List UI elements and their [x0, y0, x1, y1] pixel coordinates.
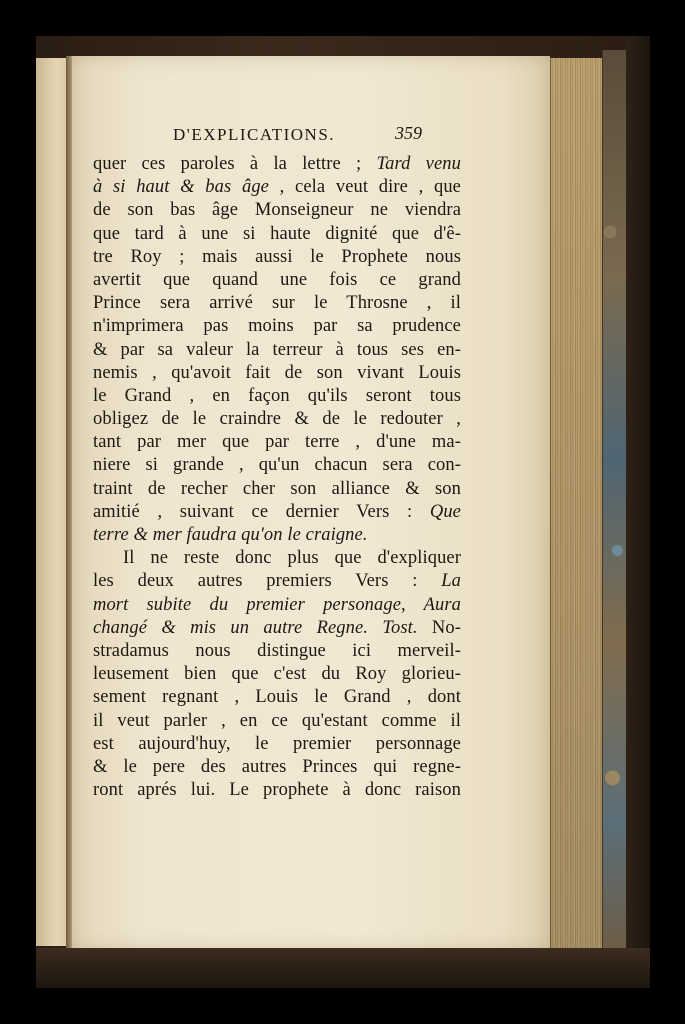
running-head — [93, 123, 461, 153]
text-line — [93, 594, 461, 617]
italic-text: mort subite du premier personage, Aura — [93, 594, 461, 615]
text-line — [93, 339, 461, 362]
text-line — [93, 710, 461, 733]
text-line — [93, 733, 461, 756]
text-line — [93, 292, 461, 315]
italic-text: La — [441, 571, 461, 592]
roman-text: tre Roy ; mais aussi le Prophete nous — [93, 246, 461, 267]
roman-text: est aujourd'huy, le premier personnage — [93, 733, 461, 754]
roman-text: quer ces paroles à la lettre ; — [93, 154, 377, 174]
roman-text: , cela veut dire , que — [268, 177, 461, 198]
roman-text: Il ne reste donc plus que d'expliquer — [123, 548, 461, 569]
roman-text: tant par mer que par terre , d'une ma- — [93, 432, 461, 453]
text-line — [93, 431, 461, 454]
italic-text: changé & mis un autre Regne. Tost. — [93, 617, 418, 638]
text-line — [93, 408, 461, 431]
text-line — [93, 547, 461, 570]
roman-text: No- — [417, 617, 461, 638]
running-head-title: D'EXPLICATIONS. — [173, 125, 336, 144]
roman-text: il veut parler , en ce qu'estant comme il — [93, 710, 461, 731]
text-line — [93, 663, 461, 686]
text-line — [93, 524, 461, 547]
roman-text: stradamus nous distingue ici merveil- — [93, 640, 461, 661]
roman-text: de son bas âge Monseigneur ne viendra — [93, 200, 461, 221]
roman-text: obligez de le craindre & de le redouter , — [93, 409, 461, 430]
roman-text: niere si grande , qu'un chacun sera con- — [93, 455, 461, 476]
text-line — [93, 269, 461, 292]
page-text-block — [93, 123, 461, 802]
roman-text: nemis , qu'avoit fait de son vivant Louis — [93, 362, 461, 383]
text-line — [93, 362, 461, 385]
text-line — [93, 570, 461, 593]
text-line — [93, 199, 461, 222]
roman-text: & le pere des autres Princes qui regne- — [93, 756, 461, 777]
text-line — [93, 454, 461, 477]
roman-text: leusement bien que c'est du Roy glorieu- — [93, 664, 461, 685]
text-line — [93, 640, 461, 663]
roman-text: Prince sera arrivé sur le Throsne , il — [93, 293, 461, 314]
cover-right-edge — [626, 36, 650, 988]
text-line — [93, 153, 461, 176]
roman-text: traint de recher cher son alliance & son — [93, 478, 461, 499]
roman-text: amitié , suivant ce dernier Vers : — [93, 501, 430, 522]
text-line — [93, 478, 461, 501]
text-line — [93, 501, 461, 524]
page-stack-shade — [550, 58, 602, 953]
text-line — [93, 686, 461, 709]
roman-text: & par sa valeur la terreur à tous ses en- — [93, 339, 461, 360]
roman-text: les deux autres premiers Vers : — [93, 571, 442, 592]
text-line — [93, 779, 461, 802]
italic-text: à si haut & bas âge — [93, 177, 269, 198]
text-line — [93, 756, 461, 779]
roman-text: sement regnant , Louis le Grand , dont — [93, 687, 461, 708]
italic-text: terre & mer faudra qu'on le craigne. — [93, 525, 368, 545]
text-line — [93, 176, 461, 199]
text-lines — [93, 153, 461, 802]
roman-text: le Grand , en façon qu'ils seront tous — [93, 385, 461, 406]
text-line — [93, 385, 461, 408]
marbled-cover-edge — [602, 50, 627, 960]
text-line — [93, 223, 461, 246]
page-number: 359 — [395, 123, 422, 143]
book-bottom-edge — [36, 948, 650, 988]
roman-text: que tard à une si haute dignité que d'ê- — [93, 223, 461, 244]
roman-text: avertit que quand une fois ce grand — [93, 269, 461, 290]
text-line — [93, 617, 461, 640]
roman-text: ront aprés lui. Le prophete à donc raison — [93, 780, 461, 801]
italic-text: Que — [429, 501, 461, 522]
italic-text: Tard venu — [376, 154, 461, 174]
text-line — [93, 315, 461, 338]
text-line — [93, 246, 461, 269]
roman-text: n'imprimera pas moins par sa prudence — [93, 316, 461, 337]
